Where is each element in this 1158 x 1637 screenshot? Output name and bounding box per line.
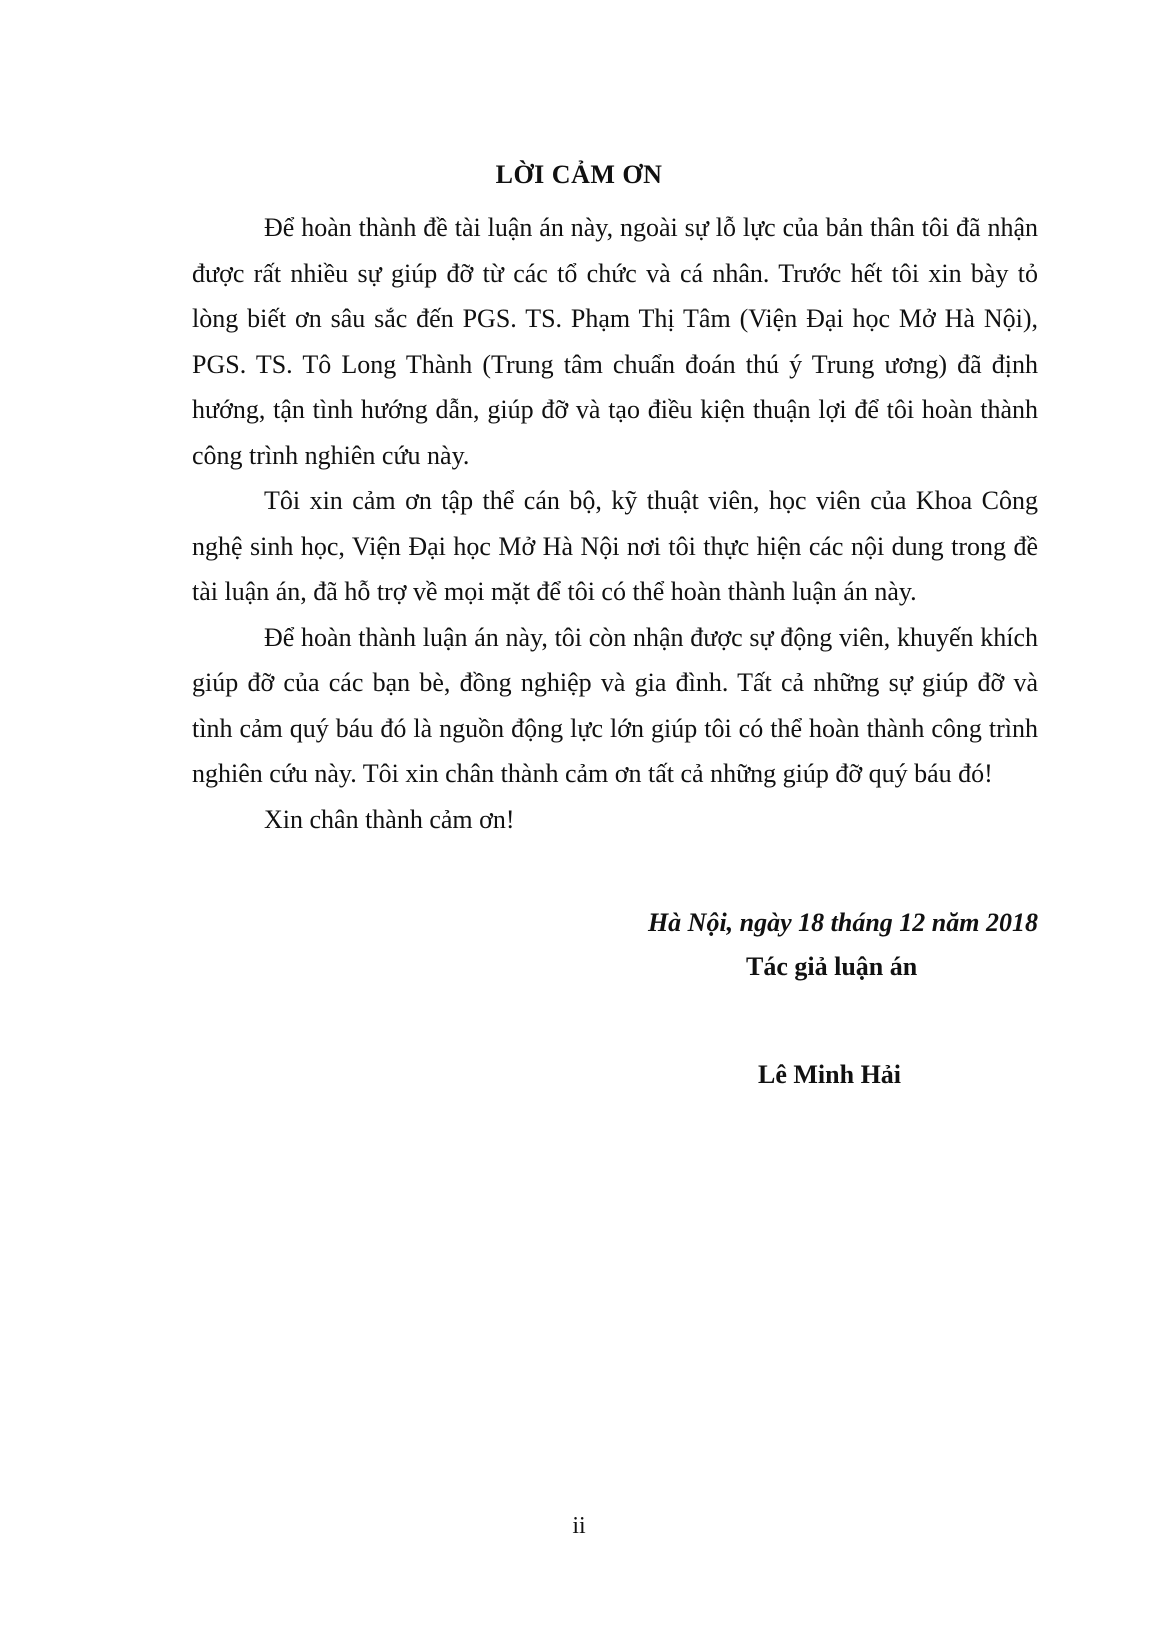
signature-role: Tác giả luận án [746, 952, 918, 981]
acknowledgement-body [192, 205, 1038, 842]
signature-place-date: Hà Nội, ngày 18 tháng 12 năm 2018 [647, 908, 1038, 937]
page-title: LỜI CẢM ƠN [495, 160, 663, 189]
signature-name: Lê Minh Hải [758, 1060, 902, 1089]
paragraph-3: Để hoàn thành luận án này, tôi còn nhận được sự động viên, khuyến khích giúp đỡ của các bạn bè, đồng nghiệp và gia đình. Tất cả những sự giúp đỡ và tình cảm quý báu đó là nguồn động lực lớn giúp tôi có thể hoàn thành công trình nghiên cứu này. Tôi xin chân thành cảm ơn tất cả những giúp đỡ quý báu đó! [192, 622, 1038, 788]
closing-thanks: Xin chân thành cảm ơn! [264, 804, 515, 834]
paragraph-1: Để hoàn thành đề tài luận án này, ngoài sự lỗ lực của bản thân tôi đã nhận được rất nhiều sự giúp đỡ từ các tổ chức và cá nhân. Trước hết tôi xin bày tỏ lòng biết ơn sâu sắc đến PGS. TS. Phạm Thị Tâm (Viện Đại học Mở Hà Nội), PGS. TS. Tô Long Thành (Trung tâm chuẩn đoán thú ý Trung ương) đã định hướng, tận tình hướng dẫn, giúp đỡ và tạo điều kiện thuận lợi để tôi hoàn thành công trình nghiên cứu này. [192, 213, 1038, 470]
page-number: ii [572, 1513, 586, 1539]
paragraph-2: Tôi xin cảm ơn tập thể cán bộ, kỹ thuật viên, học viên của Khoa Công nghệ sinh học, Viện Đại học Mở Hà Nội nơi tôi thực hiện các nội dung trong đề tài luận án, đã hỗ trợ về mọi mặt để tôi có thể hoàn thành luận án này. [192, 486, 1038, 606]
